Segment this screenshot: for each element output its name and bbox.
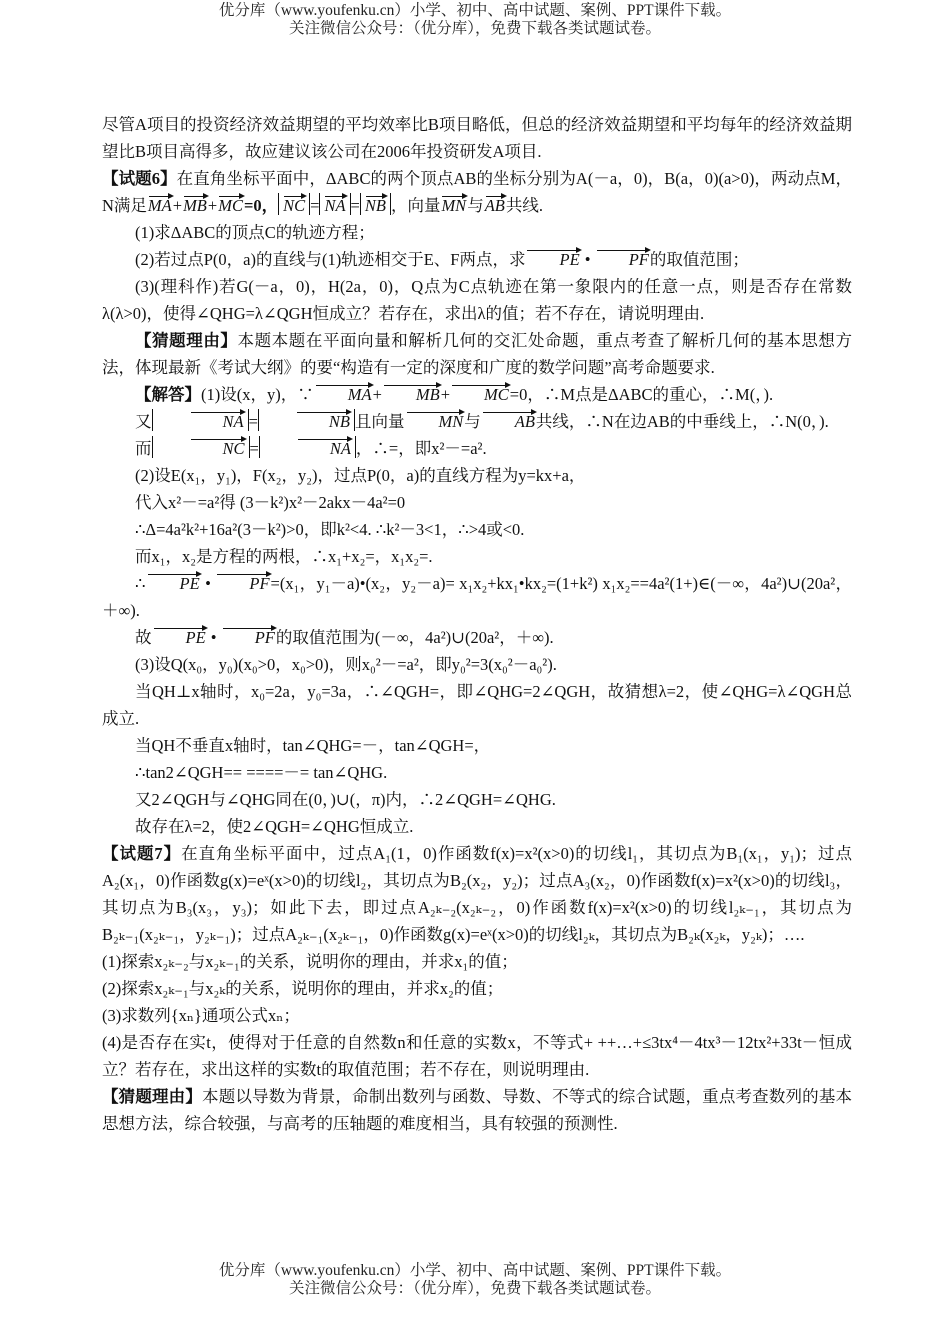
plus-sign: +: [372, 385, 382, 404]
reason-7-text: 本题以导数为背景，命制出数列与函数、导数、不等式的综合试题，重点考查数列的基本思想方法，综合较强，与高考的压轴题的难度相当，具有较强的预测性.: [102, 1087, 853, 1133]
vector-ma: MA: [315, 382, 372, 404]
answer-line-9: [102, 624, 852, 651]
question-7-tag: 【试题7】: [102, 844, 182, 863]
part-2-text: (2)若过点P(0，a)的直线与(1)轨迹相交于E、F两点，求: [135, 250, 526, 269]
vector-text: ，向量: [390, 196, 441, 215]
part-2-tail: 的取值范围；: [649, 250, 749, 269]
answer-line-3: [102, 435, 852, 462]
vector-pe: PE: [147, 571, 200, 593]
answer-text: 故: [135, 628, 152, 647]
abs-nb: [258, 409, 355, 431]
footer-line-1: 优分库（www.youfenku.cn）小学、初中、高中试题、案例、PPT课件下载。: [218, 1262, 732, 1279]
answer-line-2: [102, 408, 852, 435]
abs-nb: [360, 193, 391, 215]
question-7-part-4: (4)是否存在实t，使得对于任意的自然数n和任意的实数x，不等式+ ++…+≤3tx⁴－4tx³－12tx²+33t－恒成立？若存在，求出这样的实数t的取值范围；若不存在，则说明理由.: [102, 1033, 852, 1079]
vector-nb: NB: [296, 409, 350, 431]
vector-na: NA: [297, 436, 351, 458]
equals-zero: =0，: [243, 196, 279, 215]
abs-nc: [278, 193, 310, 215]
reason-6-tag: 【猜题理由】: [135, 331, 238, 350]
equals-sign: =: [310, 196, 320, 215]
question-6-part-1: (1)求ΔABC的顶点C的轨迹方程；: [135, 223, 375, 242]
vector-ab: AB: [485, 193, 505, 215]
collinear-text: 共线.: [505, 196, 543, 215]
answer-line-10: (3)设Q(x₀，y₀)(x₀>0，x₀>0)，则x₀²－=a²，即y₀²=3(x₀²－a₀²).: [135, 655, 557, 674]
vector-ma: MA: [148, 193, 172, 215]
abs-na: [152, 409, 249, 431]
document-body: [102, 111, 852, 1137]
header-line-1: 优分库（www.youfenku.cn）小学、初中、高中试题、案例、PPT课件下载。: [218, 2, 732, 19]
answer-text: 的取值范围为(－∞，4a²)∪(20a²，＋∞).: [275, 628, 554, 647]
answer-text: ，∴=，即x²－=a².: [355, 439, 487, 458]
vector-nb: NB: [365, 193, 386, 215]
equals-sign: =: [249, 439, 259, 458]
question-7-part-1: (1)探索x₂ₖ₋₂与x₂ₖ₋₁的关系，说明你的理由，并求x₁的值；: [102, 952, 518, 971]
vector-nc: NC: [283, 193, 305, 215]
answer-line-15: 故存在λ=2，使2∠QGH=∠QHG恒成立.: [135, 817, 414, 836]
abs-nc: [152, 436, 250, 458]
reason-6: [102, 327, 852, 381]
answer-text: =(x₁，y₁－a)•(x₂，y₂－a)= x₁x₂+kx₁•kx₂=(1+k²) x₁x₂==4a²(1+)∈(－∞，4a²)∪(20a²，＋∞).: [102, 574, 853, 620]
vector-mb: MB: [183, 193, 207, 215]
question-7-text: 在直角坐标平面中，过点A₁(1，0)作函数f(x)=x²(x>0)的切线l₁，其切点为B₁(x₁，y₁)；过点A₂(x₁，0)作函数g(x)=eˣ(x>0)的切线l₂，其切点为B₂(x₂，y₂)；过点A₃(x₂，0)作函数f(x)=x²(x>0)的切线l₃，其切点为B₃(x₃，y₃)；如此下去，即过点A₂ₖ₋₂(x₂ₖ₋₂，0)作函数f(x)=x²(x>0)的切线l₂ₖ₋₁，其切点为B₂ₖ₋₁(x₂ₖ₋₁，y₂ₖ₋₁)；过点A₂ₖ₋₁(x₂ₖ₋₁，0)作函数g(x)=eˣ(x>0)的切线l₂ₖ，其切点为B₂ₖ(x₂ₖ，y₂ₖ)；….: [102, 844, 852, 944]
plus-sign: +: [207, 196, 218, 215]
reason-7-tag: 【猜题理由】: [102, 1087, 203, 1106]
vector-mc: MC: [451, 382, 509, 404]
question-7-part-2: (2)探索x₂ₖ₋₁与x₂ₖ的关系，说明你的理由，并求x₂的值；: [102, 979, 504, 998]
question-6: [102, 165, 852, 219]
abs-na: [319, 193, 350, 215]
vector-na: NA: [324, 193, 345, 215]
vector-pf: PF: [222, 625, 275, 647]
plus-sign: +: [440, 385, 451, 404]
answer-text: (1)设(x，y)，∵: [201, 385, 314, 404]
answer-line-6: ∴Δ=4a²k²+16a²(3－k²)>0，即k²<4. ∴k²－3<1，∴>4或<0.: [135, 520, 525, 539]
reason-7: [102, 1083, 852, 1137]
vector-nc: NC: [190, 436, 245, 458]
answer-tag: 【解答】: [135, 385, 201, 404]
reason-6-text: 本题本题在平面向量和解析几何的交汇处命题，重点考查了解析几何的基本思想方法，体现最新《考试大纲》的要“构造有一定的深度和广度的数学问题”高考命题要求.: [102, 331, 853, 377]
answer-line-13: ∴tan2∠QGH== ====－= tan∠QHG.: [135, 763, 388, 782]
answer-text: 而: [135, 439, 152, 458]
answer-line-14: 又2∠QGH与∠QHG同在(0，)∪(，π)内，∴2∠QGH=∠QHG.: [135, 790, 556, 809]
answer-text: =0，∴M点是ΔABC的重心，∴M(，).: [509, 385, 774, 404]
answer-line-8: [102, 570, 852, 624]
question-6-tag: 【试题6】: [102, 169, 177, 188]
vector-pf: PF: [216, 571, 269, 593]
abs-na: [259, 436, 356, 458]
question-7: [102, 840, 852, 948]
page-header: [0, 2, 950, 38]
answer-line-4: (2)设E(x₁，y₁)，F(x₂，y₂)，过点P(0，a)的直线方程为y=kx+a，: [135, 466, 586, 485]
answer-text: 共线，∴N在边AB的中垂线上，∴N(0，).: [535, 412, 829, 431]
header-line-2: 关注微信公众号：（优分库），免费下载各类试题试卷。: [288, 20, 661, 37]
vector-ab: AB: [482, 409, 535, 431]
answer-text: 又: [135, 412, 152, 431]
therefore-sign: ∴: [135, 574, 146, 593]
footer-line-2: 关注微信公众号：（优分库），免费下载各类试题试卷。: [288, 1280, 661, 1297]
question-7-part-3: (3)求数列{xₙ}通项公式xₙ；: [102, 1006, 300, 1025]
answer-line-7: 而x₁，x₂是方程的两根，∴x₁+x₂=，x₁x₂=.: [135, 547, 433, 566]
vector-pe: PE: [526, 247, 579, 269]
dot-sign: •: [584, 250, 591, 269]
question-6-text: 在直角坐标平面中，ΔABC的两个顶点AB的坐标分别为A(－a，0)，B(a，0)(a>0)，两动点M，N满足: [102, 169, 853, 215]
dot-sign: •: [210, 628, 217, 647]
answer-line-5: 代入x²－=a²得 (3－k²)x²－2akx－4a²=0: [135, 493, 406, 512]
with-text: 与: [467, 196, 484, 215]
vector-mn: MN: [441, 193, 466, 215]
vector-na: NA: [190, 409, 244, 431]
equals-sign: =: [248, 412, 258, 431]
vector-mc: MC: [218, 193, 243, 215]
answer-text: 且向量: [355, 412, 405, 431]
vector-mn: MN: [406, 409, 464, 431]
answer-line-11: 当QH⊥x轴时，x₀=2a，y₀=3a，∴∠QGH=，即∠QHG=2∠QGH，故猜想λ=2，使∠QHG=λ∠QGH总成立.: [102, 682, 852, 728]
page-footer: [0, 1262, 950, 1298]
vector-mb: MB: [383, 382, 440, 404]
equals-sign: =: [350, 196, 360, 215]
question-6-part-3: (3)(理科作)若G(－a，0)，H(2a，0)，Q点为C点轨迹在第一象限内的任意一点，则是否存在常数λ(λ>0)，使得∠QHG=λ∠QGH恒成立？若存在，求出λ的值；若不存在，请说明理由.: [102, 277, 852, 323]
with-text: 与: [464, 412, 481, 431]
question-6-part-2: [102, 246, 852, 273]
dot-sign: •: [205, 574, 211, 593]
answer-line-1: [102, 381, 852, 408]
vector-pf: PF: [596, 247, 649, 269]
answer-line-12: 当QH不垂直x轴时，tan∠QHG=－，tan∠QGH=，: [135, 736, 491, 755]
plus-sign: +: [172, 196, 183, 215]
vector-pe: PE: [153, 625, 206, 647]
intro-paragraph: 尽管A项目的投资经济效益期望的平均效率比B项目略低，但总的经济效益期望和平均每年的经济效益期望比B项目高得多，故应建议该公司在2006年投资研发A项目.: [102, 115, 852, 161]
